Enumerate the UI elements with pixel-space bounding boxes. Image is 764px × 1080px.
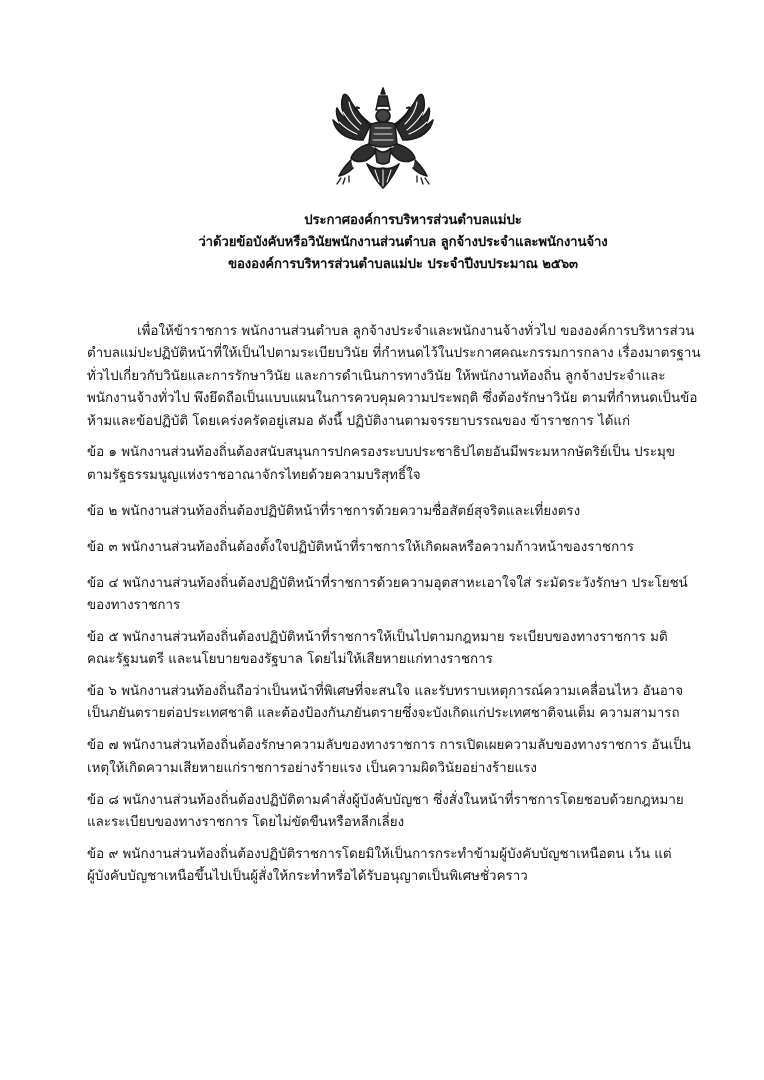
- clause-line: ข้อ ๒ พนักงานส่วนท้องถิ่นต้องปฏิบัติหน้าที่ราชการด้วยความซื่อสัตย์สุจริตและเที่ยงตรง: [87, 503, 581, 519]
- clause-6: [87, 681, 687, 726]
- clause-line: ข้อ ๔ พนักงานส่วนท้องถิ่นต้องปฏิบัติหน้าที่ราชการด้วยความอุตสาหะเอาใจใส่ ระมัดระวังรักษา ประโยชน์: [87, 575, 688, 591]
- clause-2: [87, 501, 687, 523]
- clause-line: ข้อ ๖ พนักงานส่วนท้องถิ่นถือว่าเป็นหน้าที่พิเศษที่จะสนใจ และรับทราบเหตุการณ์ความเคลื่อนไหว อันอาจ: [87, 684, 684, 700]
- clause-line: และระเบียบของทางราชการ โดยไม่ขัดขืนหรือหลีกเลี่ยง: [87, 815, 405, 831]
- clause-7: [87, 735, 691, 780]
- announcement-title: [0, 210, 764, 276]
- clause-line: ของทางราชการ: [87, 597, 181, 613]
- clause-8: [87, 790, 687, 835]
- clause-line: ตามรัฐธรรมนูญแห่งราชอาณาจักรไทยด้วยความบริสุทธิ์ใจ: [87, 467, 421, 483]
- garuda-emblem-icon: [327, 84, 439, 194]
- title-line-2: ว่าด้วยข้อบังคับหรือวินัยพนักงานส่วนตำบล ลูกจ้างประจำและพนักงานจ้าง: [198, 235, 608, 250]
- intro-line: ทั่วไปเกี่ยวกับวินัยและการรักษาวินัย และการดำเนินการทางวินัย ให้พนักงานท้องถิ่น ลูกจ้างประจำและ: [87, 368, 666, 384]
- clause-line: ข้อ ๕ พนักงานส่วนท้องถิ่นต้องปฏิบัติหน้าที่ราชการให้เป็นไปตามกฎหมาย ระเบียบของทางราชการ มติ: [87, 629, 668, 645]
- clause-line: ข้อ ๘ พนักงานส่วนท้องถิ่นต้องปฏิบัติตามคำสั่งผู้บังคับบัญชา ซึ่งสั่งในหน้าที่ราชการโดยชอบด้วยกฎหมาย: [87, 792, 684, 808]
- clause-line: เป็นภยันตรายต่อประเทศชาติ และต้องป้องกันภยันตรายซึ่งจะบังเกิดแก่ประเทศชาติจนเต็ม ความสามารถ: [87, 706, 680, 722]
- clause-1: [87, 442, 687, 487]
- intro-line: เพื่อให้ข้าราชการ พนักงานส่วนตำบล ลูกจ้างประจำและพนักงานจ้างทั่วไป ขององค์การบริหารส่วน: [137, 324, 695, 339]
- title-line-3: ขององค์การบริหารส่วนตำบลแม่ปะ ประจำปีงบประมาณ ๒๕๖๓: [228, 257, 578, 272]
- title-line-1: ประกาศองค์การบริหารส่วนตำบลแม่ปะ: [304, 213, 522, 228]
- clause-3: [87, 537, 687, 559]
- document-body: [87, 321, 701, 889]
- clause-9: [87, 844, 687, 889]
- clause-line: ข้อ ๙ พนักงานส่วนท้องถิ่นต้องปฏิบัติราชการโดยมิให้เป็นการกระทำข้ามผู้บังคับบัญชาเหนือตน เว้น แต่: [87, 846, 672, 862]
- intro-line: พนักงานจ้างทั่วไป พึงยึดถือเป็นแบบแผนในการควบคุมความประพฤติ ซึ่งต้องรักษาวินัย ตามที่กำหนดเป็นข้อ: [87, 391, 698, 407]
- clause-line: ผู้บังคับบัญชาเหนือขึ้นไปเป็นผู้สั่งให้กระทำหรือได้รับอนุญาตเป็นพิเศษชั่วคราว: [87, 869, 528, 885]
- clause-line: ข้อ ๑ พนักงานส่วนท้องถิ่นต้องสนับสนุนการปกครองระบบประชาธิปไตยอันมีพระมหากษัตริย์เป็น ประมุข: [87, 445, 676, 461]
- clause-4: [87, 573, 687, 618]
- clause-line: เหตุให้เกิดความเสียหายแก่ราชการอย่างร้ายแรง เป็นความผิดวินัยอย่างร้ายแรง: [87, 760, 537, 776]
- intro-line: ห้ามและข้อปฏิบัติ โดยเคร่งครัดอยู่เสมอ ดังนี้ ปฏิบัติงานตามจรรยาบรรณของ ข้าราชการ ได้แก่: [87, 413, 631, 429]
- clause-line: คณะรัฐมนตรี และนโยบายของรัฐบาล โดยไม่ให้เสียหายแก่ทางราชการ: [87, 652, 493, 668]
- intro-paragraph: [87, 321, 701, 433]
- clause-5: [87, 627, 687, 672]
- clause-line: ข้อ ๗ พนักงานส่วนท้องถิ่นต้องรักษาความลับของทางราชการ การเปิดเผยความลับของทางราชการ อันเป็น: [87, 738, 691, 754]
- intro-line: ตำบลแม่ปะปฏิบัติหน้าที่ให้เป็นไปตามระเบียบวินัย ที่กำหนดไว้ในประกาศคณะกรรมการกลาง เรื่องมาตรฐาน: [87, 346, 701, 362]
- clause-line: ข้อ ๓ พนักงานส่วนท้องถิ่นต้องตั้งใจปฏิบัติหน้าที่ราชการให้เกิดผลหรือความก้าวหน้าของราชการ: [87, 539, 634, 555]
